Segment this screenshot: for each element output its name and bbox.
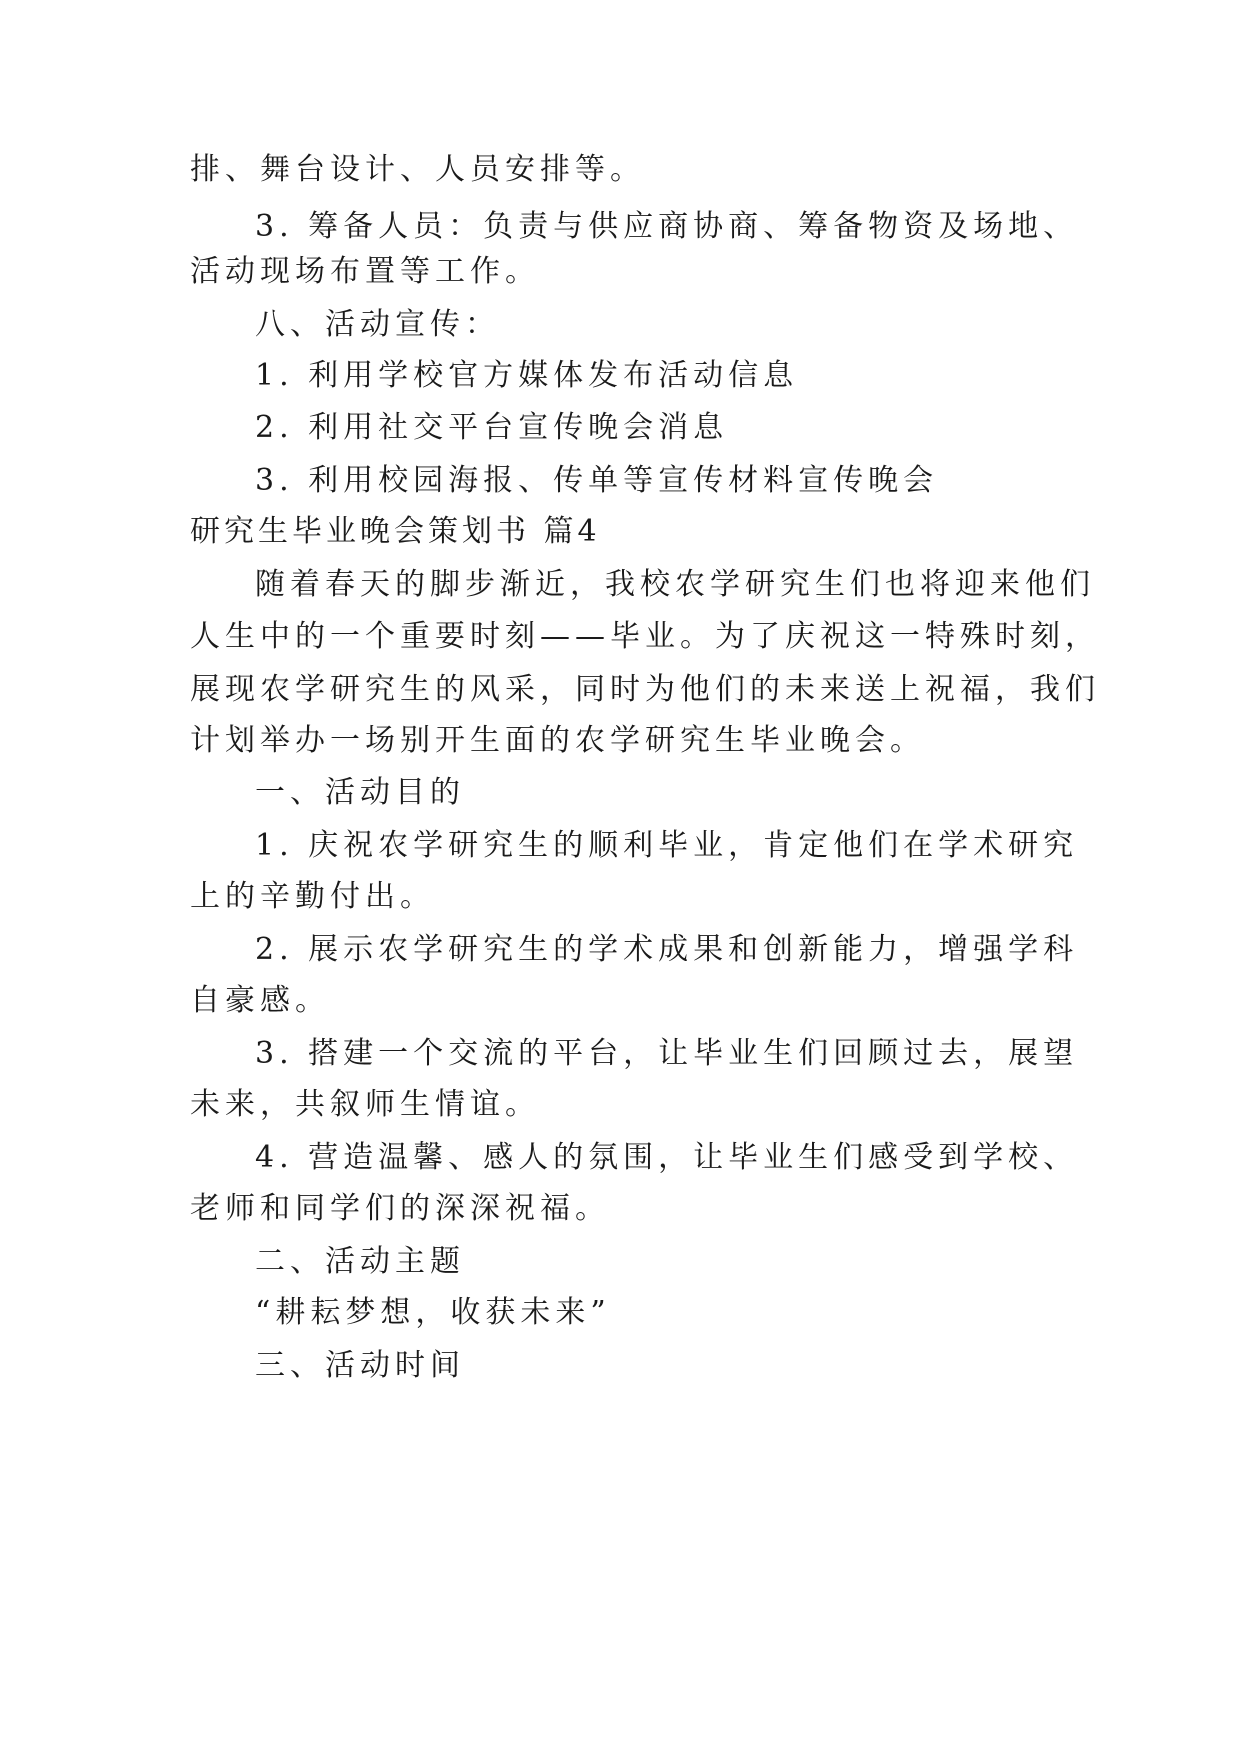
paragraph-line: 随着春天的脚步渐近，我校农学研究生们也将迎来他们: [255, 567, 1095, 602]
paragraph-line: 活动现场布置等工作。: [190, 254, 540, 289]
list-item: 1. 庆祝农学研究生的顺利毕业，肯定他们在学术研究: [255, 828, 1079, 863]
document-heading: 研究生毕业晚会策划书 篇4: [190, 514, 601, 549]
list-item-continuation: 自豪感。: [190, 983, 330, 1018]
paragraph-line: 排、舞台设计、人员安排等。: [190, 152, 645, 187]
list-item-continuation: 上的辛勤付出。: [190, 879, 435, 914]
paragraph-line: 3. 筹备人员：负责与供应商协商、筹备物资及场地、: [255, 209, 1079, 244]
list-item: 4. 营造温馨、感人的氛围，让毕业生们感受到学校、: [255, 1140, 1079, 1175]
list-item-continuation: 未来，共叙师生情谊。: [190, 1087, 540, 1122]
theme-quote: “耕耘梦想，收获未来”: [255, 1295, 611, 1330]
paragraph-line: 展现农学研究生的风采，同时为他们的未来送上祝福，我们: [190, 672, 1100, 707]
list-item: 1. 利用学校官方媒体发布活动信息: [255, 358, 799, 393]
list-item: 2. 展示农学研究生的学术成果和创新能力，增强学科: [255, 932, 1079, 967]
section-heading: 一、活动目的: [255, 775, 465, 810]
paragraph-line: 人生中的一个重要时刻——毕业。为了庆祝这一特殊时刻，: [190, 619, 1100, 654]
paragraph-line: 计划举办一场别开生面的农学研究生毕业晚会。: [190, 723, 925, 758]
list-item: 3. 搭建一个交流的平台，让毕业生们回顾过去，展望: [255, 1036, 1079, 1071]
list-item: 3. 利用校园海报、传单等宣传材料宣传晚会: [255, 463, 939, 498]
section-heading: 二、活动主题: [255, 1244, 465, 1279]
section-heading: 三、活动时间: [255, 1348, 465, 1383]
list-item: 2. 利用社交平台宣传晚会消息: [255, 410, 729, 445]
list-item-continuation: 老师和同学们的深深祝福。: [190, 1191, 610, 1226]
section-heading: 八、活动宣传：: [255, 307, 500, 342]
